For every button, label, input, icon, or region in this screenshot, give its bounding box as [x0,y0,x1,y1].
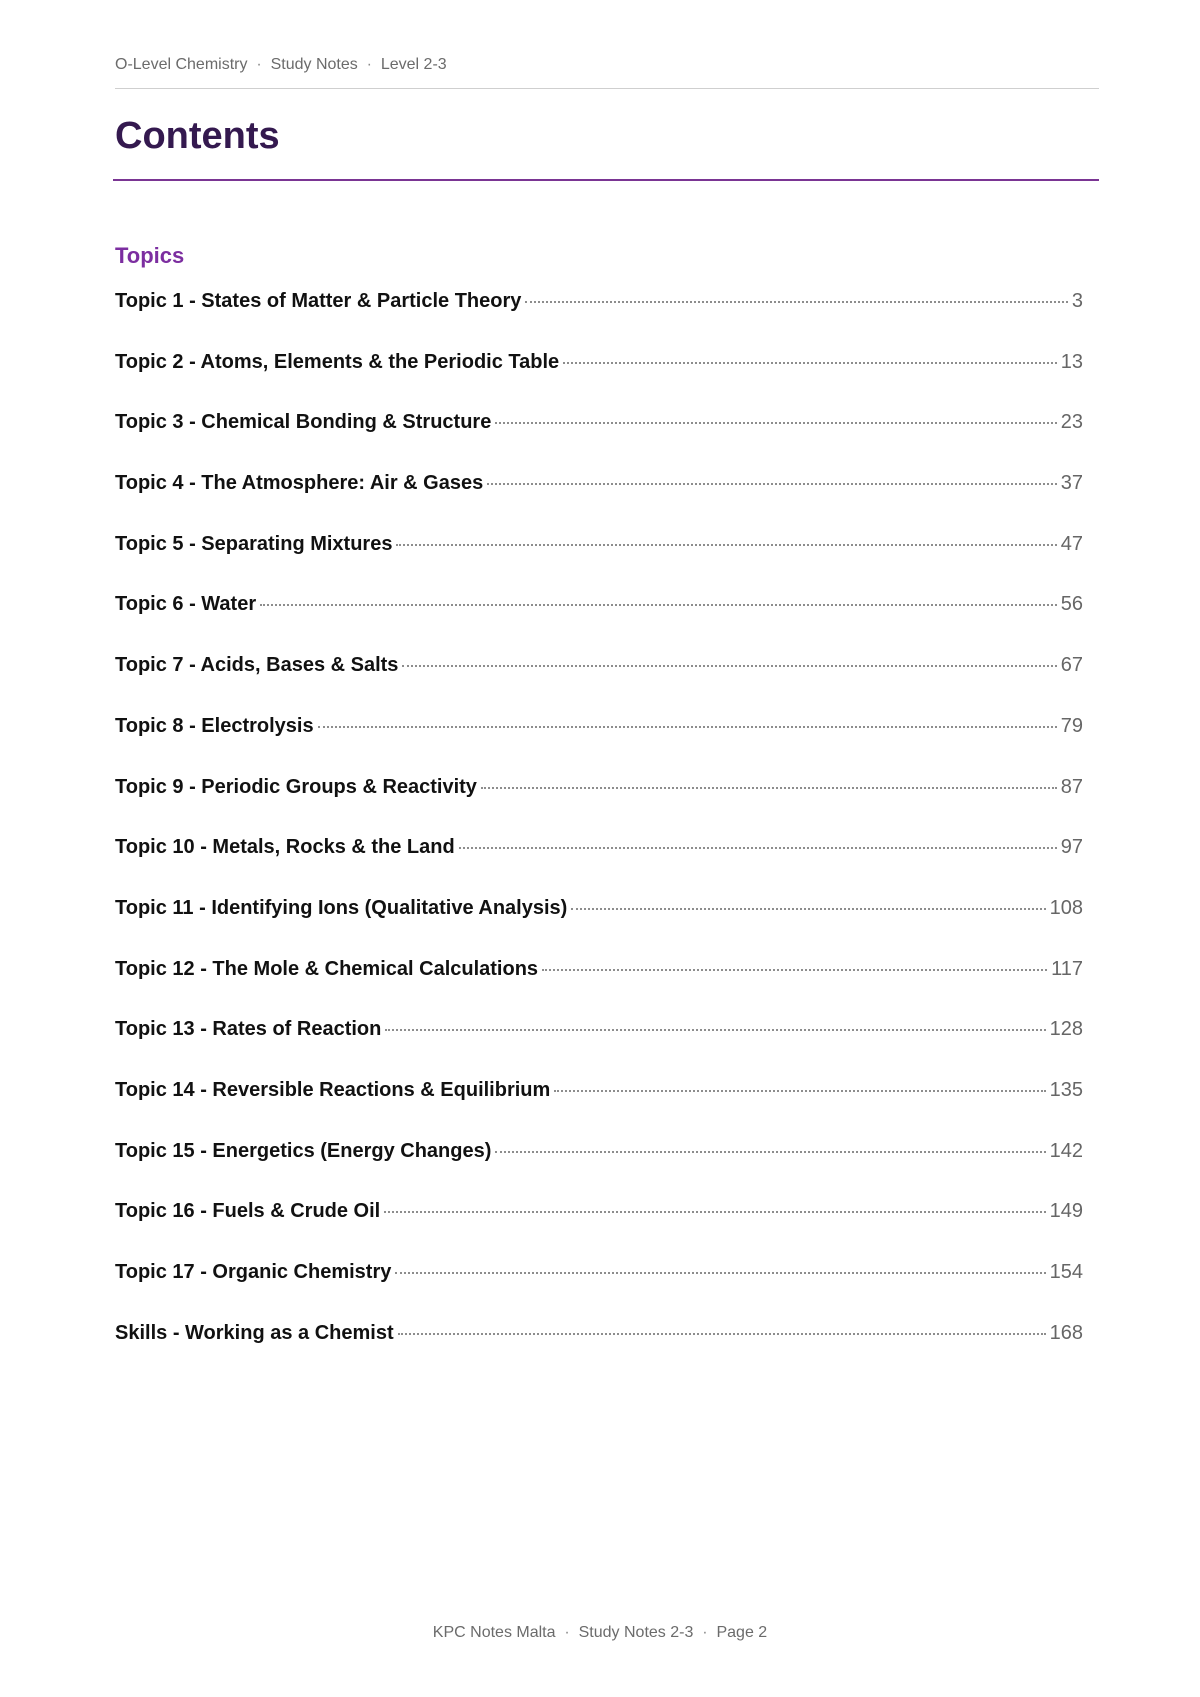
toc-entry-page: 142 [1049,1139,1083,1162]
dot-leader [398,1333,1046,1335]
toc-entry-page: 47 [1060,532,1083,555]
toc-entry-page: 135 [1049,1078,1083,1101]
toc-entry[interactable] [115,1140,1083,1201]
toc-entry-page: 128 [1049,1018,1083,1041]
toc-entry-label: Topic 13 - Rates of Reaction [115,1018,382,1041]
toc-entry-label: Topic 7 - Acids, Bases & Salts [115,654,399,677]
footer-separator: · [564,1624,570,1641]
toc-entry[interactable] [115,411,1083,472]
toc-entry-page: 13 [1060,350,1083,373]
dot-leader [487,483,1057,485]
page-header [115,56,1099,89]
dot-leader [495,422,1056,424]
toc-entry-page: 87 [1060,775,1083,798]
page-footer [0,1624,1200,1642]
toc-entry-page: 56 [1060,593,1083,616]
dot-leader [525,301,1067,303]
toc-entry-page: 108 [1049,896,1083,919]
footer-separator: · [702,1624,708,1641]
toc-entry[interactable] [115,1018,1083,1079]
toc-entry-label: Topic 17 - Organic Chemistry [115,1261,392,1283]
footer-publisher: KPC Notes Malta [432,1624,556,1641]
toc-entry-label: Topic 10 - Metals, Rocks & the Land [115,836,455,859]
toc-entry[interactable] [115,776,1083,837]
dot-leader [542,969,1047,971]
toc-entry-label: Topic 4 - The Atmosphere: Air & Gases [115,472,484,495]
toc-entry[interactable] [115,472,1083,533]
dot-leader [571,908,1045,910]
toc-entry-page: 117 [1051,957,1083,980]
dot-leader [459,847,1057,849]
toc-entry-label: Topic 11 - Identifying Ions (Qualitative Analysis) [115,896,568,919]
toc-entry-label: Topic 9 - Periodic Groups & Reactivity [115,775,477,798]
toc-entry[interactable] [115,1322,1083,1383]
header-separator: · [256,56,262,73]
toc-entry-label: Topic 6 - Water [115,593,257,616]
header-course: O-Level Chemistry [115,56,248,73]
dot-leader [563,362,1057,364]
toc-entry[interactable] [115,715,1083,776]
toc-entry[interactable] [115,1261,1083,1322]
dot-leader [396,544,1056,546]
toc-entry-page: 67 [1060,654,1083,677]
dot-leader [554,1090,1045,1092]
toc-entry[interactable] [115,958,1083,1019]
title-divider [113,179,1099,181]
dot-leader [260,604,1057,606]
toc-entry[interactable] [115,533,1083,594]
dot-leader [384,1211,1045,1213]
dot-leader [385,1029,1045,1031]
toc-entry-page: 97 [1060,836,1083,859]
toc-entry-label: Skills - Working as a Chemist [115,1321,394,1344]
toc-entry-label: Topic 15 - Energetics (Energy Changes) [115,1139,492,1162]
toc-entry[interactable] [115,897,1083,958]
toc-entry-page: 79 [1060,714,1083,737]
toc-entry-label: Topic 5 - Separating Mixtures [115,532,393,555]
dot-leader [318,726,1057,728]
header-separator: · [366,56,372,73]
toc-entry-page: 3 [1071,290,1083,312]
footer-doc: Study Notes 2-3 [578,1624,694,1641]
toc-entry-page: 37 [1060,472,1083,495]
toc-entry[interactable] [115,1200,1083,1261]
toc-entry-page: 154 [1049,1261,1083,1283]
table-of-contents [115,290,1083,1382]
toc-entry-label: Topic 12 - The Mole & Chemical Calculations [115,957,539,980]
toc-entry-label: Topic 14 - Reversible Reactions & Equilibrium [115,1078,551,1101]
toc-entry[interactable] [115,1079,1083,1140]
toc-entry[interactable] [115,351,1083,412]
header-doc-type: Study Notes [270,56,358,73]
toc-entry-label: Topic 1 - States of Matter & Particle Theory [115,290,522,312]
toc-entry[interactable] [115,290,1083,351]
toc-entry[interactable] [115,654,1083,715]
toc-entry-page: 23 [1060,411,1083,434]
footer-page-number: Page 2 [716,1624,768,1641]
dot-leader [395,1272,1045,1274]
page-title: Contents [115,115,280,157]
header-level: Level 2-3 [380,56,447,73]
toc-entry-page: 149 [1049,1200,1083,1223]
dot-leader [495,1151,1045,1153]
toc-entry[interactable] [115,593,1083,654]
toc-entry-label: Topic 8 - Electrolysis [115,714,314,737]
toc-entry-page: 168 [1049,1321,1083,1344]
toc-entry-label: Topic 16 - Fuels & Crude Oil [115,1200,381,1223]
toc-entry[interactable] [115,836,1083,897]
toc-entry-label: Topic 3 - Chemical Bonding & Structure [115,411,492,434]
section-heading-topics: Topics [115,243,185,268]
dot-leader [481,787,1057,789]
dot-leader [402,665,1056,667]
toc-entry-label: Topic 2 - Atoms, Elements & the Periodic Table [115,350,560,373]
